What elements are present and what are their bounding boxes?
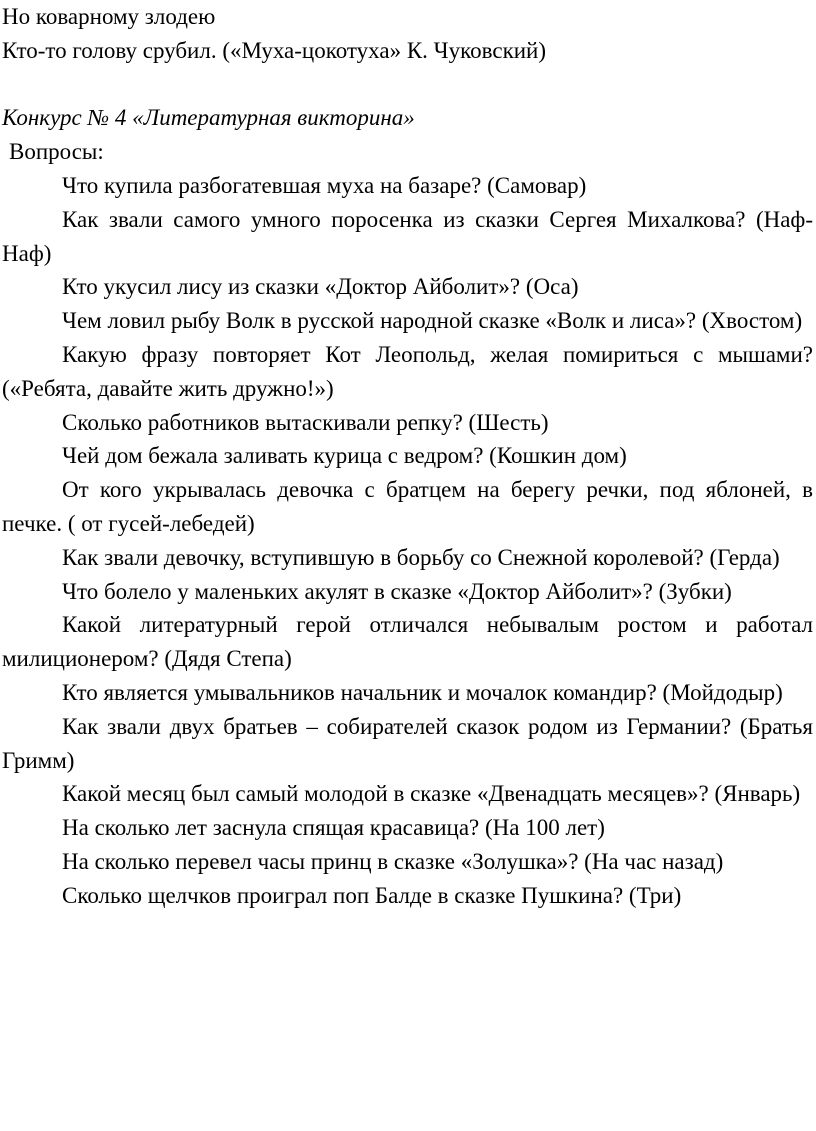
questions-label: Вопросы: — [9, 139, 104, 165]
question-item: Какой месяц был самый молодой в сказке «Двенадцать месяцев»? (Январь) — [62, 781, 801, 807]
blank-line — [2, 68, 813, 102]
poem-line-1: Но коварному злодею — [2, 4, 216, 29]
question-item: На сколько перевел часы принц в сказке «Золушка»? (На час назад) — [62, 848, 724, 874]
question-item: Какой литературный герой отличался небывалым ростом и работал милиционером? (Дядя Степа) — [2, 612, 813, 672]
question-item: Как звали самого умного поросенка из сказки Сергея Михалкова? (Наф-Наф) — [2, 206, 813, 266]
question-item: Что купила разбогатевшая муха на базаре? (Самовар) — [62, 172, 587, 198]
question-item: Кто укусил лису из сказки «Доктор Айболит»? (Оса) — [62, 274, 579, 300]
contest-title: Конкурс № 4 «Литературная викторина» — [2, 105, 415, 131]
question-item: Чем ловил рыбу Волк в русской народной сказке «Волк и лиса»? (Хвостом) — [62, 308, 803, 334]
questions-list — [2, 169, 813, 913]
question-item: От кого укрывалась девочка с братцем на берегу речки, под яблоней, в печке. ( от гусей-лебедей) — [2, 477, 813, 536]
question-item: Сколько щелчков проиграл поп Балде в сказке Пушкина? (Три) — [62, 882, 682, 908]
question-item: На сколько лет заснула спящая красавица? (На 100 лет) — [62, 815, 605, 841]
question-item: Как звали двух братьев – собирателей сказок родом из Германии? (Братья Гримм) — [2, 713, 813, 773]
question-item: Как звали девочку, вступившую в борьбу со Снежной королевой? (Герда) — [62, 544, 780, 570]
question-item: Сколько работников вытаскивали репку? (Шесть) — [62, 409, 549, 435]
poem-line-2: Кто-то голову срубил. («Муха-цокотуха» К. Чуковский) — [2, 37, 547, 63]
question-item: Кто является умывальников начальник и мочалок командир? (Мойдодыр) — [62, 679, 783, 705]
question-item: Какую фразу повторяет Кот Леопольд, желая помириться с мышами? («Ребята, давайте жить дружно!») — [2, 341, 813, 401]
question-item: Чей дом бежала заливать курица с ведром? (Кошкин дом) — [62, 443, 627, 469]
question-item: Что болело у маленьких акулят в сказке «Доктор Айболит»? (Зубки) — [62, 578, 732, 604]
